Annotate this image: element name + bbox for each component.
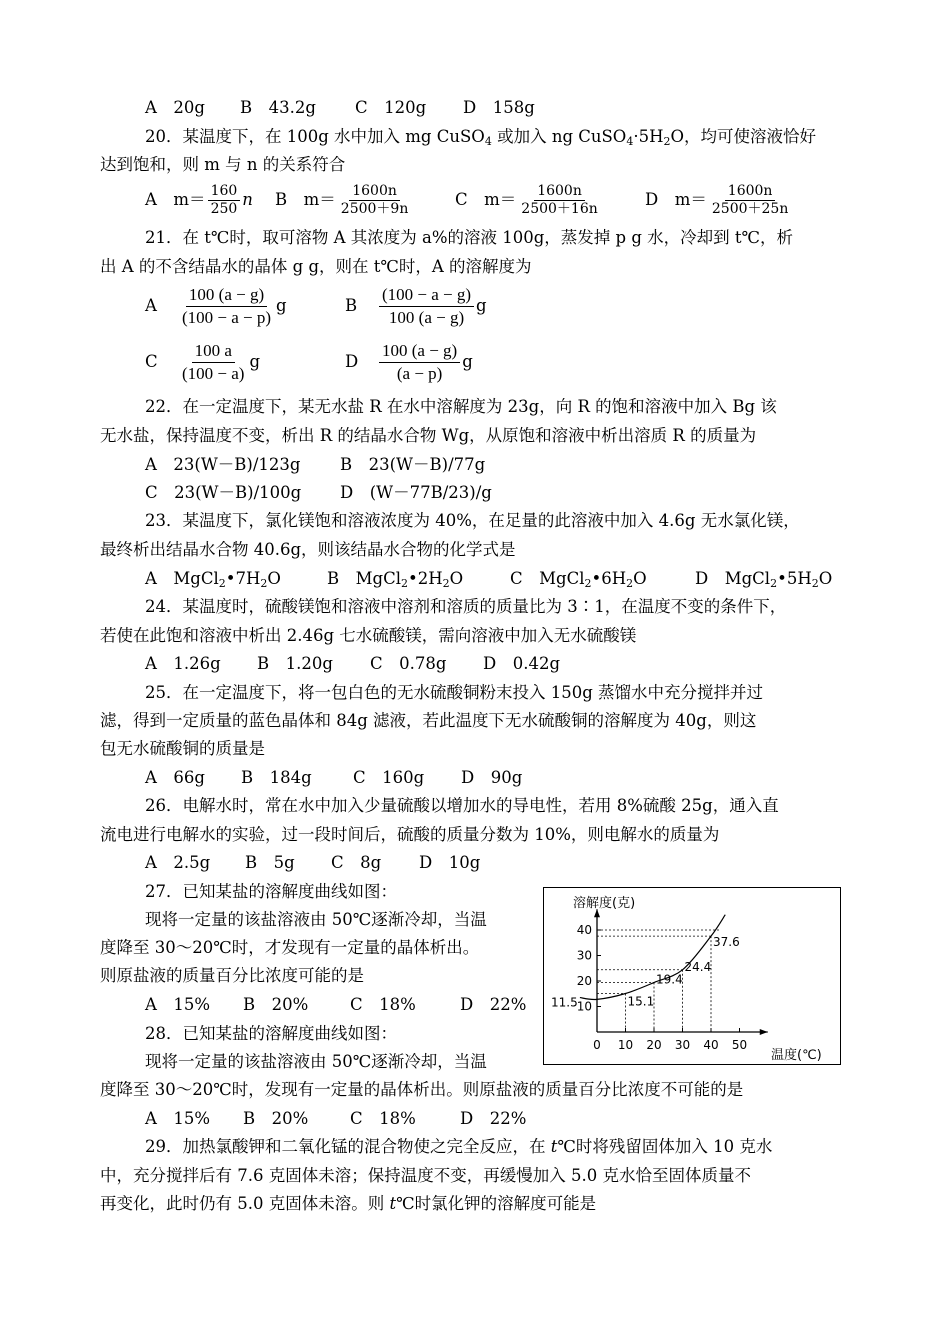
q22-option-c: C 23(W－B)/100g — [145, 483, 302, 502]
q27-line-2: 现将一定量的该盐溶液由 50℃逐渐冷却，当温 — [145, 910, 487, 929]
numerator: 1600n — [534, 183, 585, 201]
option-label: C — [145, 352, 158, 371]
option-label: B — [345, 296, 358, 315]
q20-option-b — [275, 182, 455, 218]
q29-line-2: 中，充分搅拌后有 7.6 克固体未溶；保持温度不变，再缓慢加入 5.0 克水恰至固体质量不 — [100, 1166, 751, 1185]
q25-line-2: 滤，得到一定质量的蓝色晶体和 84g 滤液，若此温度下无水硫酸铜的溶解度为 40g，则这 — [100, 711, 757, 730]
x-tick-label: 10 — [617, 1038, 634, 1052]
q27-option-b: B 20% — [243, 995, 309, 1014]
subscript: 2 — [218, 577, 226, 590]
q21-options-ab — [145, 282, 487, 330]
q23-option-b-formula: B MgCl — [327, 569, 401, 588]
q22-line-1: 22．在一定温度下，某无水盐 R 在水中溶解度为 23g，向 R 的饱和溶液中加入 Bg 该 — [145, 397, 777, 416]
q21-option-d — [345, 338, 473, 386]
fraction — [338, 183, 412, 218]
q24-options — [145, 654, 560, 674]
subscript: 4 — [484, 135, 492, 148]
q28-option-d: D 22% — [460, 1109, 527, 1128]
subscript: 2 — [442, 577, 450, 590]
q22-options-2 — [145, 483, 492, 503]
data-label: 11.5 — [551, 995, 578, 1010]
q20-line-2: 达到饱和，则 m 与 n 的关系符合 — [100, 155, 346, 174]
y-tick-label: 10 — [576, 999, 592, 1014]
q20-option-a-prefix: A m＝ — [145, 190, 206, 209]
q23-option-c: C $MgCl_2•6H_2O$ — [510, 569, 647, 590]
q24-option-d: D 0.42g — [483, 654, 561, 673]
subscript: 2 — [663, 135, 671, 148]
denominator: 2500＋9n — [340, 201, 409, 217]
denominator: 100 (a − g) — [388, 308, 465, 327]
q23-option-a-hydrate: •7H — [225, 569, 261, 588]
y-tick-label: 30 — [576, 948, 592, 963]
q24-option-b: B 1.20g — [257, 654, 333, 673]
q29-text: 再变化，此时仍有 5.0 克固体未溶。则 — [100, 1194, 390, 1213]
denominator: (100 − a) — [182, 364, 245, 383]
q26-option-c: C 8g — [331, 853, 382, 872]
q22-option-d: D (W－77B/23)/g — [340, 483, 492, 502]
q20-options — [145, 182, 793, 218]
q21-options-cd — [145, 338, 473, 386]
q22-option-b: B 23(W－B)/77g — [340, 455, 486, 474]
numerator: 100 a — [192, 340, 235, 363]
subscript: 4 — [626, 135, 634, 148]
q26-option-a: A 2.5g — [145, 853, 211, 872]
q24-line-1: 24．某温度时，硫酸镁饱和溶液中溶剂和溶质的质量比为 3∶1，在温度不变的条件下， — [145, 597, 787, 616]
q21-line-1: 21．在 t℃时，取可溶物 A 其浓度为 a%的溶液 100g，蒸发掉 p g 水，冷却到 t℃，析 — [145, 228, 793, 247]
q20-option-b-prefix: B m＝ — [275, 190, 336, 209]
q24-option-c: C 0.78g — [370, 654, 447, 673]
q21-option-a — [145, 282, 345, 330]
q23-options — [145, 569, 832, 589]
q20-text: O，均可使溶液恰好 — [670, 127, 817, 146]
q19-option-c: C 120g — [355, 98, 427, 117]
q29-variable-t: t — [550, 1137, 558, 1156]
q20-text: 20．某温度下，在 100g 水中加入 mg CuSO — [145, 127, 485, 146]
q27-option-a: A 15% — [145, 995, 211, 1014]
x-tick-label: 30 — [674, 1038, 691, 1052]
q25-option-b: B 184g — [241, 768, 312, 787]
q23-line-1: 23．某温度下，氯化镁饱和溶液浓度为 40%，在足量的此溶液中加入 4.6g 无水氯化镁， — [145, 511, 800, 530]
q28-option-b: B 20% — [243, 1109, 309, 1128]
fraction — [179, 340, 247, 385]
numerator: 100 (a − g) — [379, 340, 460, 363]
q19-option-b: B 43.2g — [240, 98, 316, 117]
numerator: 160 — [208, 183, 241, 201]
q27-options — [145, 995, 526, 1015]
q26-line-2: 流电进行电解水的实验，过一段时间后，硫酸的质量分数为 10%，则电解水的质量为 — [100, 825, 720, 844]
fraction — [518, 183, 600, 218]
q29-variable-t: t — [389, 1194, 397, 1213]
q28-options — [145, 1109, 526, 1129]
q26-option-b: B 5g — [245, 853, 295, 872]
q23-option-d-hydrate: •5H — [777, 569, 812, 588]
q23-option-d: D $MgCl_2•5H_2O$ — [695, 569, 833, 590]
q20-option-c — [455, 182, 645, 218]
q29-text: ℃时氯化钾的溶解度可能是 — [396, 1194, 597, 1213]
solubility-chart — [543, 887, 841, 1065]
fraction — [379, 284, 474, 329]
q21-option-c — [145, 338, 345, 386]
fraction — [179, 284, 274, 329]
data-label: 37.6 — [713, 935, 740, 950]
numerator: 1600n — [349, 183, 400, 201]
q25-option-a: A 66g — [145, 768, 205, 787]
q26-line-1: 26．电解水时，常在水中加入少量硫酸以增加水的导电性，若用 8%硫酸 25g，通入直 — [145, 796, 779, 815]
denominator: 2500＋16n — [521, 201, 598, 217]
y-tick-label: 20 — [576, 974, 592, 988]
denominator: (a − p) — [396, 364, 443, 383]
q27-line-4: 则原盐液的质量百分比浓度可能的是 — [100, 966, 364, 985]
subscript: 2 — [811, 577, 819, 590]
numerator: 1600n — [725, 183, 776, 201]
q23-option-c-formula: C MgCl — [510, 569, 585, 588]
option-label: D — [345, 352, 359, 371]
q23-line-2: 最终析出结晶水合物 40.6g，则该结晶水合物的化学式是 — [100, 540, 516, 559]
q22-options-1 — [145, 455, 485, 475]
q25-line-3: 包无水硫酸铜的质量是 — [100, 739, 265, 758]
q22-line-2: 无水盐，保持温度不变，析出 R 的结晶水合物 Wg，从原饱和溶液中析出溶质 R 的质量为 — [100, 426, 757, 445]
option-label: A — [145, 296, 157, 315]
q27-line-3: 度降至 30～20℃时，才发现有一定量的晶体析出。 — [100, 938, 480, 957]
q28-option-a: A 15% — [145, 1109, 211, 1128]
subscript: 2 — [626, 577, 634, 590]
y-tick-label: 40 — [576, 923, 592, 937]
q28-line-3: 度降至 30～20℃时，发现有一定量的晶体析出。则原盐液的质量百分比浓度不可能的是 — [100, 1080, 744, 1099]
q20-option-a — [145, 182, 275, 218]
q29-text: 29．加热氯酸钾和二氧化锰的混合物使之完全反应，在 — [145, 1137, 551, 1156]
subscript: 2 — [260, 577, 268, 590]
q20-option-d — [645, 182, 793, 218]
data-label: 15.1 — [627, 994, 655, 1009]
unit: g — [276, 296, 287, 315]
x-tick-label: 0 — [593, 1038, 601, 1052]
q20-text: 或加入 ng CuSO — [491, 127, 627, 146]
q21-line-2: 出 A 的不含结晶水的晶体 g g，则在 t℃时，A 的溶解度为 — [100, 257, 532, 276]
q25-options — [145, 768, 522, 788]
q20-text: ·5H — [633, 127, 664, 146]
q19-option-d: D 158g — [463, 98, 535, 117]
q25-option-d: D 90g — [461, 768, 523, 787]
numerator: (100 − a − g) — [379, 284, 474, 307]
q23-option-b: B $MgCl_2•2H_2O$ — [327, 569, 464, 590]
q23-option-a: A $MgCl_2•7H_2O$ — [145, 569, 281, 590]
x-tick-label: 20 — [646, 1038, 662, 1052]
q26-options — [145, 853, 480, 873]
q20-option-c-prefix: C m＝ — [455, 190, 517, 209]
x-axis-label: 温度(℃) — [771, 1048, 822, 1063]
q29-text: ℃时将残留固体加入 10 克水 — [557, 1137, 773, 1156]
q23-option-c-hydrate: •6H — [591, 569, 627, 588]
q23-option-d-formula: D MgCl — [695, 569, 771, 588]
subscript: 2 — [400, 577, 408, 590]
q27-option-d: D 22% — [460, 995, 527, 1014]
denominator: 2500＋25n — [711, 201, 789, 217]
denominator: 250 — [210, 201, 238, 217]
q27-option-c: C 18% — [350, 995, 416, 1014]
unit: g — [476, 296, 487, 315]
q19-options — [145, 98, 535, 118]
q27-line-1: 27．已知某盐的溶解度曲线如图： — [145, 882, 397, 901]
x-tick-label: 50 — [731, 1038, 748, 1052]
q22-option-a: A 23(W－B)/123g — [145, 455, 301, 474]
q20-option-a-variable: n — [242, 190, 253, 209]
numerator: 100 (a − g) — [186, 284, 267, 307]
q25-option-c: C 160g — [353, 768, 425, 787]
q28-option-c: C 18% — [350, 1109, 416, 1128]
q23-option-b-hydrate: •2H — [407, 569, 443, 588]
q21-option-b — [345, 282, 487, 330]
x-tick-label: 40 — [703, 1038, 719, 1052]
unit: g — [249, 352, 261, 371]
q25-line-1: 25．在一定温度下，将一包白色的无水硫酸铜粉末投入 150g 蒸馏水中充分搅拌并过 — [145, 683, 764, 702]
data-label: 19.4 — [656, 972, 683, 987]
q24-line-2: 若使在此饱和溶液中析出 2.46g 七水硫酸镁，需向溶液中加入无水硫酸镁 — [100, 626, 637, 645]
data-label: 24.4 — [684, 959, 712, 974]
q26-option-d: D 10g — [419, 853, 481, 872]
q20-option-d-prefix: D m＝ — [645, 190, 707, 209]
unit: g — [462, 352, 473, 371]
q29-line-1 — [145, 1137, 772, 1157]
subscript: 2 — [770, 577, 778, 590]
q28-line-1: 28．已知某盐的溶解度曲线如图： — [145, 1024, 397, 1043]
fraction — [379, 340, 460, 385]
fraction — [709, 183, 791, 218]
y-axis-label: 溶解度(克) — [573, 896, 636, 911]
q19-option-a: A 20g — [145, 98, 205, 117]
q28-line-2: 现将一定量的该盐溶液由 50℃逐渐冷却，当温 — [145, 1052, 487, 1071]
denominator: (100 − a − p) — [182, 308, 272, 327]
subscript: 2 — [584, 577, 592, 590]
q24-option-a: A 1.26g — [145, 654, 221, 673]
fraction — [208, 183, 241, 218]
q20-line-1 — [145, 127, 816, 147]
q23-option-a-formula: A MgCl — [145, 569, 219, 588]
q29-line-3 — [100, 1194, 596, 1214]
